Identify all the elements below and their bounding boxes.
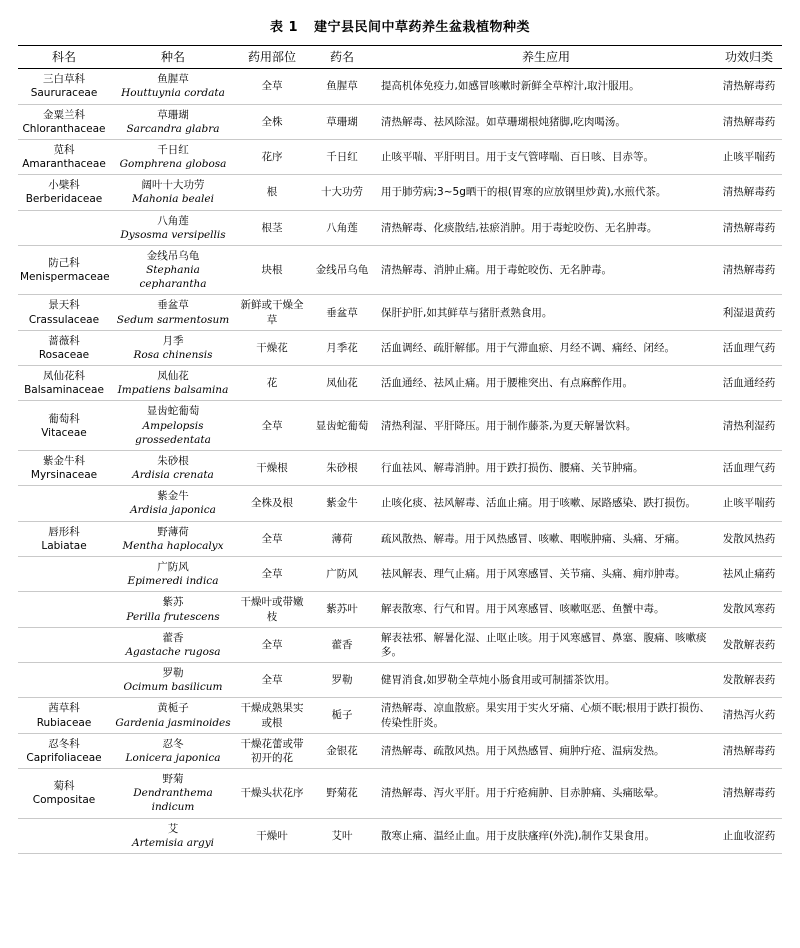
cell-drug-name: 千日红 — [308, 139, 376, 174]
species-name-cn: 草珊瑚 — [157, 108, 189, 121]
cell-efficacy-category: 清热解毒药 — [716, 245, 782, 295]
cell-medicinal-part: 全草 — [236, 401, 308, 451]
cell-family — [18, 521, 110, 556]
cell-health-use: 清热解毒、疏散风热。用于风热感冒、痈肿疔疮、温病发热。 — [376, 733, 716, 768]
cell-family — [18, 210, 110, 245]
table-row — [18, 592, 782, 627]
family-name-cn: 菊科 — [53, 780, 75, 793]
cell-health-use: 散寒止痛、温经止血。用于皮肤瘙痒(外洗),制作艾果食用。 — [376, 818, 716, 853]
species-name-cn: 阔叶十大功劳 — [141, 179, 205, 192]
cell-efficacy-category: 清热解毒药 — [716, 104, 782, 139]
cell-efficacy-category: 祛风止痛药 — [716, 557, 782, 592]
family-name-cn: 小檗科 — [48, 179, 80, 192]
column-header-part: 药用部位 — [236, 46, 308, 69]
table-header-row — [18, 46, 782, 69]
cell-efficacy-category: 活血通经药 — [716, 366, 782, 401]
species-name-latin: Perilla frutescens — [126, 610, 220, 623]
cell-medicinal-part: 全草 — [236, 521, 308, 556]
cell-species — [110, 486, 236, 521]
cell-species — [110, 366, 236, 401]
cell-medicinal-part: 全株及根 — [236, 486, 308, 521]
cell-efficacy-category: 活血理气药 — [716, 330, 782, 365]
cell-medicinal-part: 花 — [236, 366, 308, 401]
table-row — [18, 245, 782, 295]
cell-efficacy-category: 发散解表药 — [716, 627, 782, 662]
cell-family — [18, 698, 110, 733]
cell-medicinal-part: 全草 — [236, 627, 308, 662]
cell-health-use: 清热解毒、祛风除湿。如草珊瑚根炖猪脚,吃肉喝汤。 — [376, 104, 716, 139]
family-name-cn: 金粟兰科 — [43, 108, 85, 121]
table-row — [18, 401, 782, 451]
cell-health-use: 提高机体免疫力,如感冒咳嗽时新鲜全草榨汁,取汁服用。 — [376, 69, 716, 104]
table-row — [18, 521, 782, 556]
cell-drug-name: 紫苏叶 — [308, 592, 376, 627]
cell-health-use: 活血调经、疏肝解郁。用于气滞血瘀、月经不调、痛经、闭经。 — [376, 330, 716, 365]
species-name-cn: 金线吊乌龟 — [146, 249, 200, 262]
cell-drug-name: 野菊花 — [308, 769, 376, 819]
cell-medicinal-part: 干燥头状花序 — [236, 769, 308, 819]
cell-medicinal-part: 新鲜或干燥全草 — [236, 295, 308, 330]
species-name-latin: Rosa chinensis — [133, 348, 213, 361]
cell-family — [18, 69, 110, 104]
family-name-latin: Myrsinaceae — [30, 469, 98, 482]
cell-efficacy-category: 清热解毒药 — [716, 69, 782, 104]
cell-health-use: 活血通经、祛风止痛。用于腰椎突出、有点麻醉作用。 — [376, 366, 716, 401]
species-name-latin: Lonicera japonica — [125, 751, 221, 764]
species-name-latin: Gomphrena globosa — [119, 158, 227, 171]
cell-health-use: 清热解毒、化痰散结,祛瘀消肿。用于毒蛇咬伤、无名肿毒。 — [376, 210, 716, 245]
cell-drug-name: 草珊瑚 — [308, 104, 376, 139]
family-name-latin: Rosaceae — [38, 348, 90, 361]
cell-family — [18, 769, 110, 819]
species-name-cn: 月季 — [162, 334, 184, 347]
cell-health-use: 健胃消食,如罗勒全草炖小肠食用或可制擂茶饮用。 — [376, 663, 716, 698]
cell-species — [110, 69, 236, 104]
cell-health-use: 解表散寒、行气和胃。用于风寒感冒、咳嗽呕恶、鱼蟹中毒。 — [376, 592, 716, 627]
cell-species — [110, 401, 236, 451]
table-row — [18, 330, 782, 365]
cell-medicinal-part: 干燥花蕾或带初开的花 — [236, 733, 308, 768]
family-name-latin: Labiatae — [41, 539, 87, 552]
cell-efficacy-category: 活血理气药 — [716, 450, 782, 485]
cell-family — [18, 330, 110, 365]
cell-drug-name: 广防风 — [308, 557, 376, 592]
species-name-latin: Dysosma versipellis — [120, 228, 226, 241]
species-name-latin: Mahonia bealei — [132, 193, 214, 206]
table-caption — [18, 16, 782, 35]
cell-medicinal-part: 根 — [236, 175, 308, 210]
cell-family — [18, 733, 110, 768]
cell-drug-name: 艾叶 — [308, 818, 376, 853]
family-name-latin: Balsaminaceae — [24, 384, 104, 397]
cell-species — [110, 521, 236, 556]
cell-drug-name: 金线吊乌龟 — [308, 245, 376, 295]
cell-medicinal-part: 干燥成熟果实或根 — [236, 698, 308, 733]
table-row — [18, 733, 782, 768]
cell-drug-name: 紫金牛 — [308, 486, 376, 521]
cell-drug-name: 金银花 — [308, 733, 376, 768]
table-row — [18, 175, 782, 210]
table-row — [18, 366, 782, 401]
cell-efficacy-category: 清热解毒药 — [716, 733, 782, 768]
cell-drug-name: 垂盆草 — [308, 295, 376, 330]
cell-health-use: 止咳平喘、平肝明目。用于支气管哮喘、百日咳、目赤等。 — [376, 139, 716, 174]
species-name-cn: 紫苏 — [162, 596, 184, 609]
cell-efficacy-category: 清热解毒药 — [716, 210, 782, 245]
column-header-category: 功效归类 — [716, 46, 782, 69]
cell-drug-name: 显齿蛇葡萄 — [308, 401, 376, 451]
family-name-latin: Vitaceae — [41, 426, 87, 439]
family-name-cn: 忍冬科 — [48, 737, 80, 750]
species-name-latin: Ardisia japonica — [130, 504, 216, 517]
cell-efficacy-category: 利湿退黄药 — [716, 295, 782, 330]
table-row — [18, 663, 782, 698]
cell-species — [110, 627, 236, 662]
plant-species-table — [18, 45, 782, 854]
species-name-cn: 野薄荷 — [157, 525, 189, 538]
species-name-cn: 垂盆草 — [157, 299, 189, 312]
family-name-cn: 凤仙花科 — [43, 370, 85, 383]
cell-medicinal-part: 干燥叶或带嫩枝 — [236, 592, 308, 627]
species-name-latin: Sarcandra glabra — [126, 122, 220, 135]
cell-drug-name: 朱砂根 — [308, 450, 376, 485]
species-name-latin: Artemisia argyi — [132, 836, 214, 849]
column-header-family: 科名 — [18, 46, 110, 69]
species-name-cn: 藿香 — [162, 631, 184, 644]
cell-drug-name: 栀子 — [308, 698, 376, 733]
cell-family — [18, 401, 110, 451]
species-name-latin: Ocimum basilicum — [123, 681, 223, 694]
cell-medicinal-part: 全草 — [236, 557, 308, 592]
cell-medicinal-part: 全草 — [236, 69, 308, 104]
cell-health-use: 用于肺劳病;3~5g晒干的根(胃寒的应放钢里炒黄),水煎代茶。 — [376, 175, 716, 210]
species-name-cn: 凤仙花 — [157, 370, 189, 383]
cell-medicinal-part: 根茎 — [236, 210, 308, 245]
species-name-latin: Ardisia crenata — [132, 469, 214, 482]
table-row — [18, 210, 782, 245]
table-number: 表 1 — [269, 20, 299, 35]
table-row — [18, 486, 782, 521]
cell-efficacy-category: 止血收涩药 — [716, 818, 782, 853]
species-name-cn: 千日红 — [157, 143, 189, 156]
cell-family — [18, 139, 110, 174]
cell-family — [18, 450, 110, 485]
cell-family — [18, 818, 110, 853]
cell-efficacy-category: 发散风热药 — [716, 521, 782, 556]
species-name-cn: 野菊 — [162, 773, 184, 786]
table-row — [18, 627, 782, 662]
cell-drug-name: 罗勒 — [308, 663, 376, 698]
cell-efficacy-category: 清热解毒药 — [716, 175, 782, 210]
cell-species — [110, 450, 236, 485]
cell-health-use: 行血祛风、解毒消肿。用于跌打损伤、腰痛、关节肿痛。 — [376, 450, 716, 485]
family-name-cn: 唇形科 — [48, 525, 80, 538]
cell-family — [18, 366, 110, 401]
species-name-cn: 黄栀子 — [157, 702, 189, 715]
cell-family — [18, 486, 110, 521]
cell-species — [110, 769, 236, 819]
cell-health-use: 止咳化痰、祛风解毒、活血止痛。用于咳嗽、尿路感染、跌打损伤。 — [376, 486, 716, 521]
species-name-latin: Dendranthema indicum — [133, 787, 213, 814]
species-name-latin: Houttuynia cordata — [121, 87, 225, 100]
species-name-latin: Agastache rugosa — [125, 645, 221, 658]
cell-species — [110, 592, 236, 627]
cell-efficacy-category: 清热泻火药 — [716, 698, 782, 733]
family-name-cn: 防己科 — [48, 256, 80, 269]
cell-family — [18, 295, 110, 330]
cell-health-use: 疏风散热、解毒。用于风热感冒、咳嗽、咽喉肿痛、头痛、牙痛。 — [376, 521, 716, 556]
table-row — [18, 698, 782, 733]
cell-family — [18, 245, 110, 295]
cell-species — [110, 663, 236, 698]
column-header-species: 种名 — [110, 46, 236, 69]
table-body — [18, 69, 782, 854]
cell-species — [110, 175, 236, 210]
table-title: 建宁县民间中草药养生盆栽植物种类 — [314, 20, 531, 35]
cell-efficacy-category: 止咳平喘药 — [716, 486, 782, 521]
cell-family — [18, 557, 110, 592]
cell-drug-name: 八角莲 — [308, 210, 376, 245]
species-name-cn: 罗勒 — [162, 667, 184, 680]
cell-species — [110, 139, 236, 174]
table-row — [18, 450, 782, 485]
column-header-use: 养生应用 — [376, 46, 716, 69]
cell-health-use: 保肝护肝,如其鲜草与猪肝煮熟食用。 — [376, 295, 716, 330]
species-name-latin: Gardenia jasminoides — [115, 716, 231, 729]
column-header-drugname: 药名 — [308, 46, 376, 69]
cell-health-use: 清热解毒、凉血散瘀。果实用于实火牙痛、心烦不眠;根用于跌打损伤、传染性肝炎。 — [376, 698, 716, 733]
species-name-cn: 朱砂根 — [157, 454, 189, 467]
cell-drug-name: 鱼腥草 — [308, 69, 376, 104]
table-row — [18, 139, 782, 174]
family-name-latin: Saururaceae — [30, 87, 98, 100]
table-header — [18, 46, 782, 69]
cell-health-use: 解表祛邪、解暑化湿、止呕止咳。用于风寒感冒、鼻塞、腹痛、咳嗽痰多。 — [376, 627, 716, 662]
cell-efficacy-category: 止咳平喘药 — [716, 139, 782, 174]
species-name-latin: Ampelopsis grossedentata — [135, 419, 211, 446]
species-name-cn: 鱼腥草 — [157, 73, 189, 86]
family-name-cn: 苋科 Amaranthaceae — [22, 143, 106, 171]
cell-species — [110, 698, 236, 733]
species-name-latin: Impatiens balsamina — [117, 384, 229, 397]
cell-species — [110, 245, 236, 295]
cell-efficacy-category: 清热解毒药 — [716, 769, 782, 819]
species-name-cn: 显齿蛇葡萄 — [146, 405, 200, 418]
cell-species — [110, 210, 236, 245]
species-name-latin: Mentha haplocalyx — [122, 539, 224, 552]
cell-family — [18, 627, 110, 662]
cell-species — [110, 295, 236, 330]
table-row — [18, 769, 782, 819]
cell-family — [18, 663, 110, 698]
species-name-cn: 八角莲 — [157, 214, 189, 227]
species-name-cn: 广防风 — [157, 561, 189, 573]
table-row — [18, 104, 782, 139]
table-row — [18, 557, 782, 592]
cell-family — [18, 592, 110, 627]
cell-drug-name: 凤仙花 — [308, 366, 376, 401]
cell-drug-name: 月季花 — [308, 330, 376, 365]
family-name-latin: Berberidaceae — [25, 193, 103, 206]
cell-family — [18, 104, 110, 139]
cell-species — [110, 557, 236, 592]
cell-medicinal-part: 干燥叶 — [236, 818, 308, 853]
cell-family — [18, 175, 110, 210]
species-name-latin: Epimeredi indica — [127, 575, 219, 588]
cell-medicinal-part: 全株 — [236, 104, 308, 139]
family-name-cn: 葡萄科 — [48, 412, 80, 425]
cell-health-use: 清热解毒、消肿止痛。用于毒蛇咬伤、无名肿毒。 — [376, 245, 716, 295]
species-name-cn: 艾 — [167, 822, 179, 835]
cell-health-use: 清热利湿、平肝降压。用于制作藤茶,为夏天解暑饮料。 — [376, 401, 716, 451]
cell-medicinal-part: 块根 — [236, 245, 308, 295]
species-name-cn: 忍冬 — [162, 737, 184, 750]
family-name-latin: Menispermaceae — [20, 271, 110, 284]
cell-drug-name: 薄荷 — [308, 521, 376, 556]
cell-efficacy-category: 发散风寒药 — [716, 592, 782, 627]
cell-health-use: 祛风解表、理气止痛。用于风寒感冒、关节痛、头痛、痈疖肿毒。 — [376, 557, 716, 592]
species-name-latin: Sedum sarmentosum — [116, 313, 230, 326]
family-name-latin: Chloranthaceae — [22, 122, 106, 135]
cell-health-use: 清热解毒、泻火平肝。用于疔疮痈肿、目赤肿痛、头痛眩晕。 — [376, 769, 716, 819]
species-name-latin: Stephania cepharantha — [139, 264, 207, 291]
cell-medicinal-part: 花序 — [236, 139, 308, 174]
table-row — [18, 295, 782, 330]
family-name-latin: Caprifoliaceae — [26, 751, 102, 764]
cell-species — [110, 104, 236, 139]
cell-species — [110, 818, 236, 853]
family-name-cn: 景天科 Crassulaceae — [28, 299, 100, 326]
cell-medicinal-part: 全草 — [236, 663, 308, 698]
cell-medicinal-part: 干燥根 — [236, 450, 308, 485]
family-name-cn: 紫金牛科 — [43, 454, 85, 467]
table-row — [18, 69, 782, 104]
cell-drug-name: 十大功劳 — [308, 175, 376, 210]
cell-efficacy-category: 发散解表药 — [716, 663, 782, 698]
cell-species — [110, 330, 236, 365]
cell-medicinal-part: 干燥花 — [236, 330, 308, 365]
family-name-cn: 三白草科 — [43, 73, 85, 86]
family-name-latin: Compositae — [32, 794, 96, 807]
cell-drug-name: 藿香 — [308, 627, 376, 662]
cell-species — [110, 733, 236, 768]
table-row — [18, 818, 782, 853]
family-name-cn: 茜草科 Rubiaceae — [36, 702, 92, 729]
family-name-cn: 蔷薇科 — [48, 334, 80, 347]
species-name-cn: 紫金牛 — [157, 490, 189, 503]
cell-efficacy-category: 清热利湿药 — [716, 401, 782, 451]
